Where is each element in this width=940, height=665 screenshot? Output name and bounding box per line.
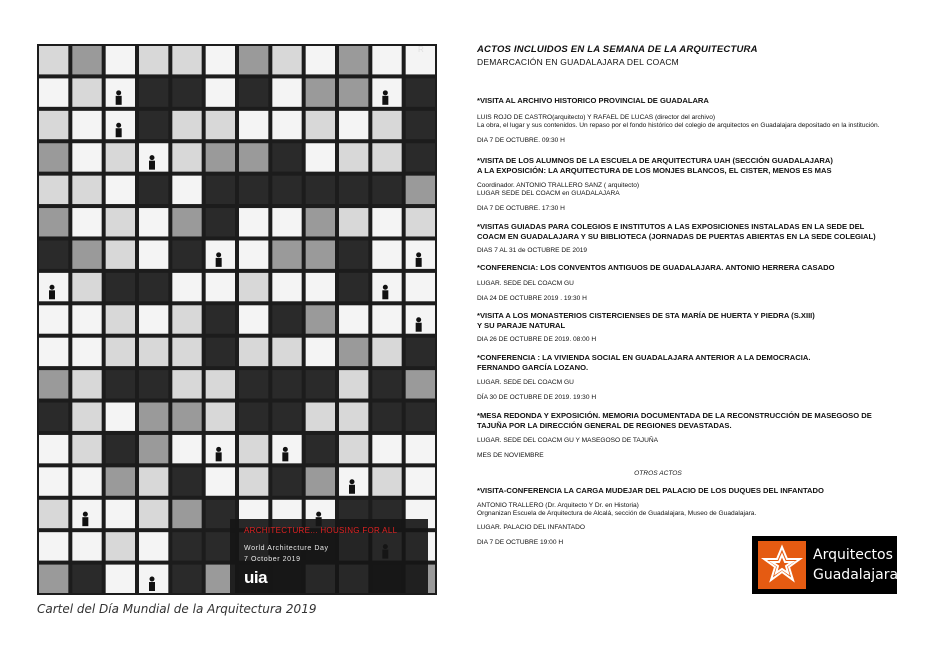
poster-window: [139, 78, 168, 106]
event-heading: TAJUÑA POR LA DIRECCIÓN GENERAL DE REGIONES DEVASTADAS.: [477, 421, 732, 430]
uia-logo: uia: [244, 568, 268, 587]
poster-window: [372, 435, 401, 463]
poster-window: [172, 240, 201, 268]
person-silhouette-icon: [149, 155, 155, 170]
poster-window: [39, 240, 68, 268]
poster-window: [339, 111, 368, 139]
event-heading: *VISITA A LOS MONASTERIOS CISTERCIENSES DE STA MARÍA DE HUERTA Y PIEDRA (S.XIII): [477, 311, 815, 320]
poster-window: [406, 403, 435, 431]
poster-window: [139, 176, 168, 204]
poster-window: [372, 111, 401, 139]
poster-window: [206, 403, 235, 431]
document-header: [477, 44, 907, 67]
event-heading: *VISITA AL ARCHIVO HISTORICO PROVINCIAL DE GUADALARA: [477, 96, 709, 105]
poster-window: [72, 532, 101, 560]
poster-window: [239, 370, 268, 398]
person-silhouette-icon: [349, 479, 355, 494]
poster-window: [306, 370, 335, 398]
poster-window: [372, 46, 401, 74]
poster-caption: Cartel del Día Mundial de la Arquitectura 2019: [37, 602, 317, 616]
poster-window: [406, 467, 435, 495]
event-heading: *VISITA DE LOS ALUMNOS DE LA ESCUELA DE ARQUITECTURA UAH (SECCIÓN GUADALAJARA): [477, 156, 833, 165]
poster-window: [339, 46, 368, 74]
poster-window: [406, 78, 435, 106]
poster-window: [372, 403, 401, 431]
poster-window: [306, 338, 335, 366]
subtitle-prefix: DEMARCACIÓN EN GUADALAJARA DEL: [477, 57, 647, 67]
poster-window: [39, 435, 68, 463]
poster-window: [272, 111, 301, 139]
event-visitas-guiadas: [477, 222, 907, 255]
poster-window: [139, 208, 168, 236]
event-mesa-redonda: [477, 411, 907, 460]
poster-grid: [37, 44, 437, 595]
poster-window: [206, 305, 235, 333]
poster-window: [239, 467, 268, 495]
person-silhouette-icon: [382, 285, 388, 300]
event-heading: *VISITA-CONFERENCIA LA CARGA MUDEJAR DEL PALACIO DE LOS DUQUES DEL INFANTADO: [477, 486, 824, 495]
poster-window: [406, 435, 435, 463]
poster-window: [39, 176, 68, 204]
poster-window: [239, 240, 268, 268]
poster-window: [372, 208, 401, 236]
poster-window: [139, 435, 168, 463]
poster-window: [139, 467, 168, 495]
poster-window: [206, 273, 235, 301]
event-date: DIA 24 DE OCTUBRE 2019 . 19:30 H: [477, 295, 587, 302]
poster-day: World Architecture Day: [244, 545, 329, 552]
person-silhouette-icon: [216, 252, 222, 267]
poster-window: [72, 78, 101, 106]
poster-window: [139, 500, 168, 528]
arquitectos-guadalajara-logo: [752, 536, 897, 594]
poster-window: [406, 208, 435, 236]
poster-window: [406, 273, 435, 301]
event-detail: Coordinador. ANTONIO TRALLERO SANZ ( arquitecto): [477, 182, 640, 189]
poster-window: [272, 370, 301, 398]
poster-window: [239, 208, 268, 236]
poster-window: [172, 338, 201, 366]
poster-window: [239, 338, 268, 366]
event-heading: Y SU PARAJE NATURAL: [477, 321, 566, 330]
poster-window: [272, 273, 301, 301]
poster-window: [239, 305, 268, 333]
poster-window: [206, 338, 235, 366]
event-detail: LUGAR. SEDE DEL COACM GU: [477, 280, 574, 287]
poster-window: [172, 78, 201, 106]
poster-window: [106, 273, 135, 301]
poster-window: [372, 370, 401, 398]
poster-window: [72, 305, 101, 333]
poster-window: [406, 370, 435, 398]
event-place: LUGAR. PALACIO DEL INFANTADO: [477, 524, 585, 531]
poster-window: [72, 338, 101, 366]
poster-window: [272, 208, 301, 236]
poster-window: [72, 370, 101, 398]
poster-window: [172, 403, 201, 431]
person-silhouette-icon: [116, 123, 122, 138]
poster-window: [172, 111, 201, 139]
poster-window: [272, 176, 301, 204]
event-date: MES DE NOVIEMBRE: [477, 452, 544, 459]
event-conventos: [477, 263, 907, 303]
poster-window: [339, 338, 368, 366]
poster-window: [339, 305, 368, 333]
poster-window: [206, 46, 235, 74]
poster-window: [139, 240, 168, 268]
document-title: ACTOS INCLUIDOS EN LA SEMANA DE LA ARQUITECTURA: [477, 44, 758, 55]
poster-window: [172, 176, 201, 204]
poster-window: [139, 273, 168, 301]
poster-window: [372, 240, 401, 268]
poster-window: [239, 143, 268, 171]
poster-window: [372, 338, 401, 366]
poster-window: [306, 240, 335, 268]
poster-window: [306, 78, 335, 106]
poster-window: [306, 403, 335, 431]
poster-window: [272, 403, 301, 431]
poster-window: [139, 338, 168, 366]
poster-window: [372, 305, 401, 333]
event-heading: *CONFERENCIA : LA VIVIENDA SOCIAL EN GUADALAJARA ANTERIOR A LA DEMOCRACIA.: [477, 353, 811, 362]
poster-window: [306, 176, 335, 204]
poster-window: [139, 532, 168, 560]
poster-window: [139, 305, 168, 333]
person-silhouette-icon: [116, 90, 122, 105]
poster-window: [306, 46, 335, 74]
event-heading: *VISITAS GUIADAS PARA COLEGIOS E INSTITUTOS A LAS EXPOSICIONES INSTALADAS EN LA SEDE DEL: [477, 222, 865, 231]
poster-window: [72, 208, 101, 236]
poster-image: [37, 44, 437, 595]
person-silhouette-icon: [416, 252, 422, 267]
poster-window: [106, 500, 135, 528]
logo-line2: Guadalajara: [813, 567, 899, 583]
poster-window: [206, 208, 235, 236]
poster-window: [339, 176, 368, 204]
otros-actos-label: OTROS ACTOS: [634, 470, 682, 477]
poster-window: [272, 143, 301, 171]
person-silhouette-icon: [382, 90, 388, 105]
poster-window: [39, 143, 68, 171]
poster-window: [206, 176, 235, 204]
poster-window: [39, 46, 68, 74]
poster-window: [272, 305, 301, 333]
poster-window: [106, 532, 135, 560]
event-detail: LUIS ROJO DE CASTRO(arquitecto) Y RAFAEL DE LUCAS (director del archivo): [477, 114, 716, 121]
poster-window: [406, 111, 435, 139]
person-silhouette-icon: [216, 447, 222, 462]
event-detail: Orgnanizan Escuela de Arquitectura de Alcalá, sección de Guadalajara, Museo de Guadalajara.: [477, 510, 757, 517]
poster-window: [72, 111, 101, 139]
poster-window: [272, 240, 301, 268]
poster-window: [139, 46, 168, 74]
poster-window: [72, 176, 101, 204]
poster-window: [306, 305, 335, 333]
logo-line1: Arquitectos: [813, 547, 893, 563]
poster-window: [306, 273, 335, 301]
poster-window: [172, 370, 201, 398]
poster-window: [272, 78, 301, 106]
poster-window: [339, 78, 368, 106]
poster-window: [239, 273, 268, 301]
poster-window: [306, 467, 335, 495]
poster-window: [39, 338, 68, 366]
poster-window: [139, 370, 168, 398]
poster-window: [272, 46, 301, 74]
poster-window: [39, 467, 68, 495]
poster-window: [106, 435, 135, 463]
poster-window: [72, 467, 101, 495]
poster-window: [372, 143, 401, 171]
event-date: DIA 7 DE OCTUBRE. 17:30 H: [477, 205, 565, 212]
person-silhouette-icon: [416, 317, 422, 332]
poster-window: [339, 240, 368, 268]
poster-window: [339, 208, 368, 236]
subtitle-org: COACM: [646, 57, 679, 67]
poster-window: [106, 208, 135, 236]
poster-window: [372, 176, 401, 204]
poster-date: 7 October 2019: [244, 556, 301, 563]
poster-window: [139, 403, 168, 431]
poster-window: [406, 143, 435, 171]
poster-window: [172, 435, 201, 463]
poster-window: [239, 435, 268, 463]
poster-window: [172, 532, 201, 560]
poster-window: [339, 435, 368, 463]
event-heading: *CONFERENCIA: LOS CONVENTOS ANTIGUOS DE GUADALAJARA. ANTONIO HERRERA CASADO: [477, 263, 835, 272]
poster-window: [106, 467, 135, 495]
poster-window: [306, 143, 335, 171]
poster-tagline: ARCHITECTURE... HOUSING FOR ALL: [244, 526, 398, 535]
poster-window: [106, 46, 135, 74]
star-emblem-icon: [758, 541, 806, 589]
event-heading: A LA EXPOSICIÓN: LA ARQUITECTURA DE LOS MONJES BLANCOS, EL CISTER, MENOS ES MAS: [477, 166, 832, 175]
poster-window: [239, 176, 268, 204]
poster-window: [106, 240, 135, 268]
event-heading: FERNANDO GARCÍA LOZANO.: [477, 363, 589, 372]
poster-window: [106, 143, 135, 171]
poster-window: [39, 111, 68, 139]
poster-window: [39, 403, 68, 431]
poster-window: [172, 143, 201, 171]
poster-window: [339, 370, 368, 398]
poster-window: [39, 78, 68, 106]
poster-window: [372, 467, 401, 495]
poster-window: [339, 403, 368, 431]
person-silhouette-icon: [149, 577, 155, 592]
poster-window: [239, 46, 268, 74]
document-subtitle: [477, 57, 907, 67]
poster-window: [39, 305, 68, 333]
poster-window: [172, 273, 201, 301]
poster-window: [206, 143, 235, 171]
poster-corner-mark: R: [418, 45, 424, 54]
event-date: DÍA 30 DE OCTUBRE DE 2019. 19:30 H: [477, 394, 597, 401]
poster-window: [139, 111, 168, 139]
event-detail: LUGAR. SEDE DEL COACM GU Y MASEGOSO DE TAJUÑA: [477, 437, 659, 444]
event-alumnos: [477, 156, 907, 213]
event-date: DIA 7 DE OCTUBRE. 09:30 H: [477, 137, 565, 144]
poster-window: [206, 467, 235, 495]
event-archivo: [477, 96, 907, 145]
poster-window: [172, 500, 201, 528]
poster-window: [39, 370, 68, 398]
poster-window: [106, 338, 135, 366]
poster-window: [206, 78, 235, 106]
event-date: DIAS 7 AL 31 de OCTUBRE DE 2019: [477, 247, 588, 254]
person-silhouette-icon: [282, 447, 288, 462]
poster-window: [206, 370, 235, 398]
event-detail: LUGAR. SEDE DEL COACM GU: [477, 379, 574, 386]
poster-window: [339, 273, 368, 301]
poster-window: [106, 565, 135, 593]
poster-window: [239, 403, 268, 431]
event-detail: LUGAR SEDE DEL COACM en GUADALAJARA: [477, 190, 620, 197]
poster-window: [39, 565, 68, 593]
poster-window: [272, 467, 301, 495]
person-silhouette-icon: [49, 285, 55, 300]
event-date: DIA 7 DE OCTUBRE 19:00 H: [477, 539, 564, 546]
poster-window: [72, 240, 101, 268]
poster-window: [272, 338, 301, 366]
event-detail: ANTONIO TRALLERO (Dr. Arquitecto Y Dr. en Historia): [477, 502, 639, 509]
poster-window: [72, 435, 101, 463]
event-date: DIA 26 DE OCTUBRE DE 2019. 08:00 H: [477, 336, 597, 343]
poster-window: [239, 78, 268, 106]
poster-window: [239, 111, 268, 139]
poster-window: [39, 500, 68, 528]
poster-window: [406, 176, 435, 204]
event-monasterios: [477, 311, 907, 344]
poster-window: [72, 565, 101, 593]
poster-window: [106, 176, 135, 204]
event-detail: La obra, el lugar y sus contenidos. Un repaso por el fondo histórico del colegio de arquitectos en Guadalajara depositado en la institución.: [477, 122, 880, 129]
poster-window: [172, 208, 201, 236]
poster-window: [172, 46, 201, 74]
poster-window: [306, 111, 335, 139]
poster-window: [72, 46, 101, 74]
poster-window: [72, 273, 101, 301]
poster-window: [306, 208, 335, 236]
poster-window: [406, 338, 435, 366]
event-heading: *MESA REDONDA Y EXPOSICIÓN. MEMORIA DOCUMENTADA DE LA RECONSTRUCCIÓN DE MASEGOSO DE: [477, 411, 872, 420]
event-vivienda-social: [477, 353, 907, 402]
poster-window: [106, 403, 135, 431]
poster-window: [172, 565, 201, 593]
poster-window: [172, 305, 201, 333]
poster-window: [306, 435, 335, 463]
poster-window: [72, 403, 101, 431]
poster-window: [72, 143, 101, 171]
person-silhouette-icon: [82, 512, 88, 527]
poster-window: [172, 467, 201, 495]
poster-window: [206, 111, 235, 139]
poster-window: [339, 143, 368, 171]
event-heading: COACM EN GUADALAJARA Y SU BIBLIOTECA (JORNADAS DE PUERTAS ABIERTAS EN LA SEDE COLEGIAL): [477, 232, 876, 241]
poster-window: [39, 532, 68, 560]
poster-window: [106, 370, 135, 398]
poster-window: [39, 208, 68, 236]
poster-window: [106, 305, 135, 333]
